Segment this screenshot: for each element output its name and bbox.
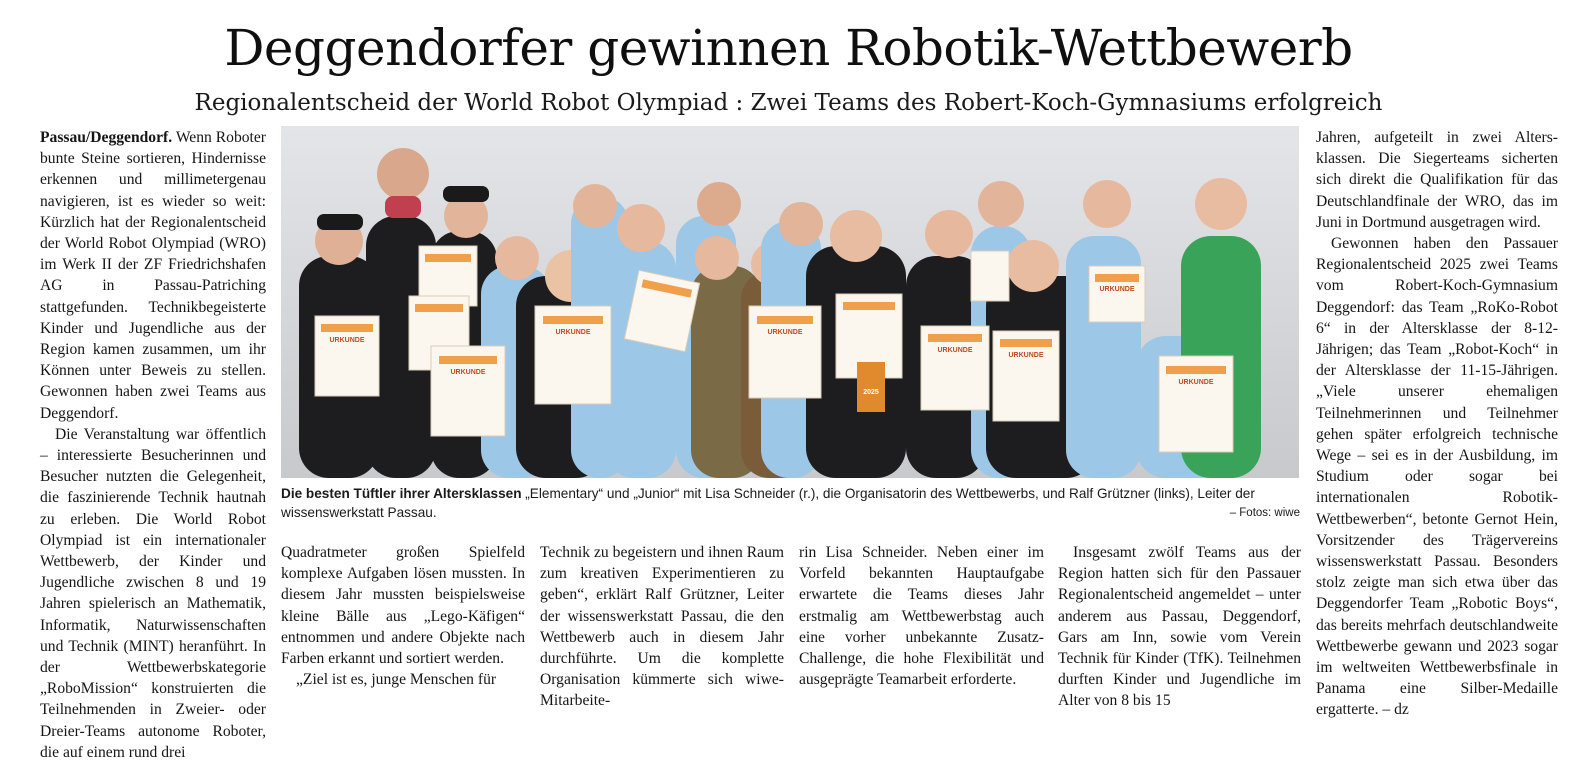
photo-credit: – Fotos: wiwe — [1229, 507, 1300, 519]
paragraph: Quadratmeter großen Spielfeld komplexe Aufgaben lösen mussten. In diesem Jahr mussten beispielsweise kleine Bälle aus „Lego-Käfigen“ entnommen und andere Objekte nach Farben erkannt und sortiert werden. — [281, 544, 525, 668]
caption-bold: Die besten Tüftler ihrer Altersklassen — [281, 486, 522, 501]
svg-text:URKUNDE: URKUNDE — [450, 369, 486, 376]
paragraph-text: Wenn Roboter bunte Steine sortieren, Hindernisse erkennen und millimetergenau navigieren, ist es wieder so weit: Kürzlich hat der Regionalentscheid der World Robot Olympiad (WRO) im Werk II der ZF Friedrichshafen AG in Passau-Patriching stattgefunden. Technikbegeisterte Kinder und Jugendliche aus der Region kamen zusammen, um ihr Können unter Beweis zu stellen. Gewonnen haben zwei Teams aus Deggendorf. — [40, 129, 266, 422]
paragraph: Insgesamt zwölf Teams aus der Region hatten sich für den Passauer Regionalentscheid angemeldet – unter anderem aus Passau, Deggendorf, Gars am Inn, sowie vom Verein Technik für Kinder (TfK). Teilnehmen durften Kinder und Jugendliche im Alter von 8 bis 15 — [1058, 544, 1301, 710]
text-column-5 — [1058, 542, 1301, 712]
svg-text:URKUNDE: URKUNDE — [1099, 286, 1135, 293]
text-column-2 — [281, 542, 525, 690]
paragraph: rin Lisa Schneider. Neben einer im Vorfeld bekannten Hauptaufgabe erwartete die Teams dieses Jahr erstmalig am Wettbewerbstag auch eine vorher unbekannte Zusatz-Challenge, die hohe Flexibilität und ausgeprägte Teamarbeit erforderte. — [799, 544, 1044, 689]
text-column-1 — [40, 127, 266, 763]
article-subheadline: Regionalentscheid der World Robot Olympiad : Zwei Teams des Robert-Koch-Gymnasiums erfolgreich — [194, 90, 1383, 116]
paragraph: Technik zu begeistern und ihnen Raum zum kreativen Experimentieren zu geben“, erklärt Ralf Grützner, Leiter der wissenswerkstatt Passau, die den Wettbewerb auch in diesem Jahr durchführte. Um die komplette Organisation kümmerte sich wiwe-Mitarbeite- — [540, 544, 784, 710]
svg-text:URKUNDE: URKUNDE — [767, 329, 803, 336]
dateline: Passau/Deggendorf. — [40, 129, 173, 146]
team-photo — [281, 126, 1299, 478]
svg-text:URKUNDE: URKUNDE — [937, 347, 973, 354]
svg-text:URKUNDE: URKUNDE — [1008, 352, 1044, 359]
article-headline: Deggendorfer gewinnen Robotik-Wettbewerb — [224, 19, 1353, 77]
svg-text:URKUNDE: URKUNDE — [555, 329, 591, 336]
paragraph: „Ziel ist es, junge Menschen für — [296, 671, 497, 689]
paragraph: Gewonnen haben den Passauer Regionalentscheid 2025 zwei Teams vom Robert-Koch-Gymnasium Deggendorf: das Team „RoKo-Robot 6“ in der Altersklasse der 8-12-Jährigen; das Team „Robot-Koch“ in der Altersklasse der 11-15-Jährigen. „Viele unserer ehemaligen Teilnehmerinnen und Teilnehmer gehen später erfolgreich technische Wege – sei es in der Ausbildung, im Studium oder sogar bei internationalen Robotik-Wettbewerben“, betonte Gernot Hein, Vorsitzender des Trägervereins wissenswerkstatt Passau. Besonders stolz zeigte man sich etwa über das Deggendorfer Team „Robotic Boys“, das bereits mehrfach deutschlandweite Wettbewerbe gewann und 2023 sogar im weltweiten Wettbewerbsfinale in Panama eine Silber-Medaille ergatterte. – dz — [1316, 235, 1558, 719]
svg-text:URKUNDE: URKUNDE — [329, 337, 365, 344]
text-column-3 — [540, 542, 784, 712]
paragraph — [40, 127, 266, 424]
text-column-4 — [799, 542, 1044, 690]
paragraph: Die Veranstaltung war öffentlich – interessierte Besucherinnen und Besucher nutzten die Gelegenheit, die faszinierende Technik hautnah zu erleben. Die World Robot Olympiad ist ein internationaler Wettbewerb, der Kinder und Jugendliche zwischen 8 und 19 Jahren spielerisch an Mathematik, Informatik, Naturwissenschaften und Technik (MINT) heranführt. In der Wettbewerbskategorie „RoboMission“ konstruierten die Teilnehmenden in Zweier- oder Dreier-Teams autonome Roboter, die auf einem rund drei — [40, 425, 266, 761]
svg-text:URKUNDE: URKUNDE — [1178, 379, 1214, 386]
svg-text:2025: 2025 — [863, 389, 879, 396]
paragraph: Jahren, aufgeteilt in zwei Altersklassen. Die Siegerteams sicherten sich direkt die Qualifikation für das Deutschlandfinale der WRO, das im Juni in Dortmund ausgetragen wird. — [1316, 129, 1558, 231]
photo-illustration — [281, 126, 1299, 478]
text-column-6 — [1316, 127, 1558, 721]
caption-text: „Elementary“ und „Junior“ mit Lisa Schneider (r.), die Organisatorin des Wettbewerbs, und Ralf Grützner (links), Leiter der wissenswerkstatt Passau. — [281, 486, 1255, 520]
